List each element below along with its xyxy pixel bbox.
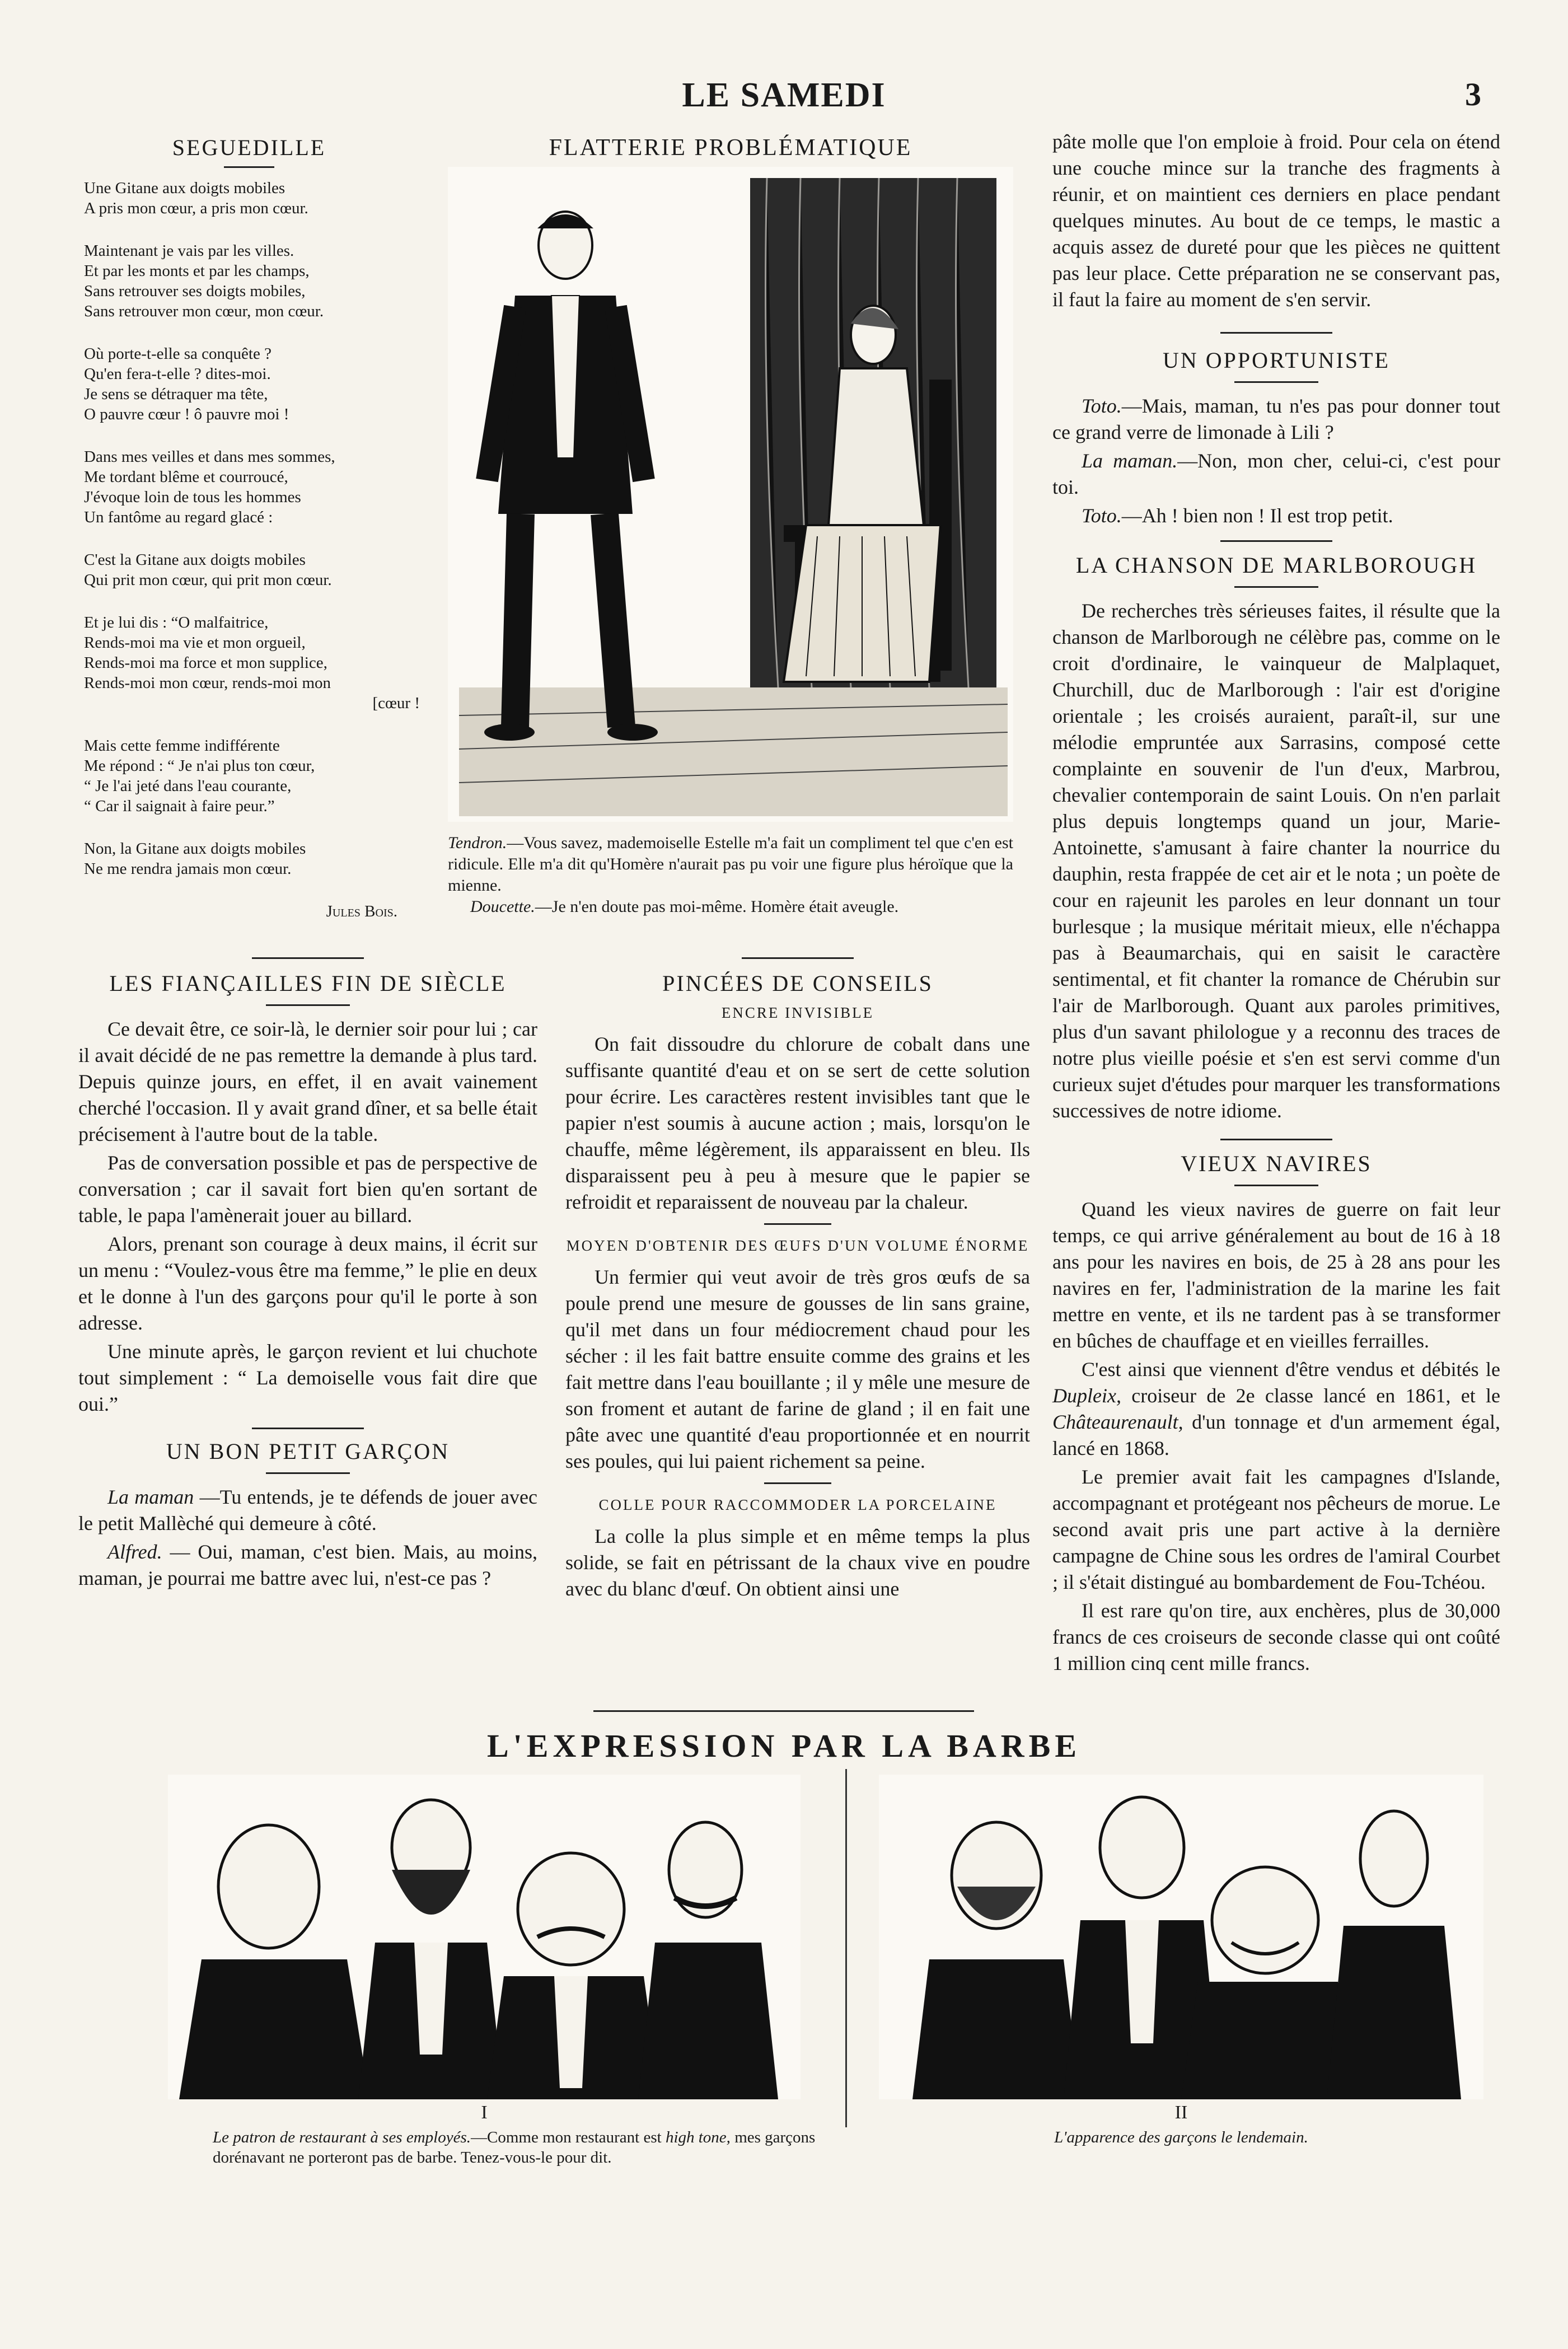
poem-line: Une Gitane aux doigts mobiles [84, 179, 285, 197]
flatterie-illustration [448, 167, 1013, 822]
poem-stanza [84, 447, 420, 527]
seguedille-title: SEGUEDILLE [172, 135, 326, 160]
divider [266, 1472, 350, 1474]
opportuniste-title: UN OPPORTUNISTE [1163, 348, 1390, 373]
speaker: La maman [107, 1486, 194, 1508]
dialogue-line: —Tu entends, je te défends de jouer avec le petit Mallèché qui demeure à côté. [78, 1486, 537, 1534]
dialogue-line: —Vous savez, mademoiselle Estelle m'a fait un compliment tel que c'en est ridicule. Elle m'a dit qu'Homère n'aurait pas pu voir une figure plus héroïque que la mienne. [448, 834, 1013, 895]
section-rule [593, 1710, 974, 1712]
dialogue-line: — Oui, maman, c'est bien. Mais, au moins, maman, je pourrai me battre avec lui, n'est-ce pas ? [78, 1541, 537, 1589]
paragraph: Ce devait être, ce soir-là, le dernier soir pour lui ; car il avait décidé de ne pas remettre la demande à plus tard. Depuis quinze jours, en effet, il en avait vainement cherché l'occasion. Il y avait grand dîner, et sa belle était précisement à l'autre bout de la table. [78, 1018, 537, 1145]
caption-italic: high tone, [665, 2128, 731, 2146]
poem-line: Un fantôme au regard glacé : [84, 508, 273, 526]
poem-line: J'évoque loin de tous les hommes [84, 488, 301, 506]
subtitle-encre: ENCRE INVISIBLE [721, 1004, 874, 1021]
paragraph: Alors, prenant son courage à deux mains, il écrit sur un menu : “Voulez-vous être ma femme,” le plie en deux et le donne à l'un des garçons pour qu'il le porte à son adresse. [78, 1233, 537, 1334]
paragraph: Une minute après, le garçon revient et lui chuchote tout simplement : “ La demoiselle vous fait dire que oui.” [78, 1340, 537, 1415]
divider [1234, 1185, 1318, 1186]
pincees-section [565, 957, 1030, 1604]
divider [252, 1428, 364, 1429]
subtitle-oeufs: MOYEN D'OBTENIR DES ŒUFS D'UN VOLUME ÉNORME [566, 1237, 1029, 1254]
divider [1234, 381, 1318, 383]
text-run: C'est ainsi que viennent d'être vendus et débités le [1082, 1358, 1500, 1381]
speaker: Toto. [1082, 395, 1122, 417]
poem-line: Et par les monts et par les champs, [84, 262, 310, 280]
divider [252, 957, 364, 959]
divider [764, 1223, 831, 1225]
seguedille-poem [78, 178, 420, 921]
bearded-waiter [358, 1800, 504, 2099]
fiancailles-section [78, 957, 537, 1594]
paragraph: On fait dissoudre du chlorure de cobalt dans une suffisante quantité d'eau et on se sert de cette solution pour écrire. Les caractères restent invisibles tant que le papier n'est soumis à aucune action ; mais, lorsqu'on le chauffe, même légèrement, ils apparaissent en bleu. Ils disparaissent peu à peu à mesure que le papier se refroidit et reparaissent de nouveau par la chaleur. [565, 1033, 1030, 1213]
poem-stanza [84, 178, 420, 218]
poem-line: Où porte-t-elle sa conquête ? [84, 345, 272, 363]
paragraph: pâte molle que l'on emploie à froid. Pour cela on étend une couche mince sur la tranche des fragments à réunir, et on maintient ces derniers en place pendant quelques minutes. Au bout de ce temps, le mastic a acquis assez de dureté pour que les pièces ne quittent pas leur place. Cette préparation ne se conservant pas, il faut la faire au moment de s'en servir. [1052, 130, 1500, 311]
divider [1220, 332, 1332, 334]
page-number: 3 [1465, 76, 1481, 113]
poem-line: Mais cette femme indifférente [84, 737, 280, 755]
poem-stanza [84, 736, 420, 816]
barbe-title: L'EXPRESSION PAR LA BARBE [486, 1728, 1082, 1764]
paragraph: Un fermier qui veut avoir de très gros œufs de sa poule prend une mesure de gousses de lin sans graine, qu'il met dans un four médiocrement chaud pour les sécher : il les fait battre ensuite comme des grains et les fait mettre dans l'eau bouillante ; il y mêle une mesure de son froment et autant de farine de gland ; il en fait une pâte avec une quantité d'eau proportionnée et en nourrit ses poules, qui lui paient richement sa peine. [565, 1266, 1030, 1472]
poem-line: Qu'en fera-t-elle ? dites-moi. [84, 365, 271, 383]
poem-line: Je sens se détraquer ma tête, [84, 385, 268, 403]
flatterie-title: FLATTERIE PROBLÉMATIQUE [549, 135, 912, 161]
standing-man [484, 212, 658, 741]
poem-line: Et je lui dis : “O malfaitrice, [84, 614, 269, 631]
bald-waiter [487, 1853, 661, 2099]
paragraph: Quand les vieux navires de guerre on fait leur temps, ce qui arrive généralement au bout de 16 à 18 ans pour les navires en bois, de 25 à 28 ans pour les navires en fer, l'administration de la marine les fait mettre en vente, et ils ne tardent pas à se transformer en bûches de chauffage et en vieilles ferrailles. [1052, 1198, 1500, 1352]
poem-line: A pris mon cœur, a pris mon cœur. [84, 199, 308, 217]
speaker: Toto. [1082, 504, 1122, 527]
text-run: croiseur de 2e classe lancé en 1861, et le [1121, 1384, 1500, 1407]
divider [1234, 586, 1318, 588]
poem-line: “ Je l'ai jeté dans l'eau courante, [84, 777, 292, 795]
divider [1220, 540, 1332, 542]
poem-signature: Jules Bois. [326, 902, 397, 920]
poem-line: Rends-moi mon cœur, rends-moi mon [84, 674, 331, 692]
poem-line: O pauvre cœur ! ô pauvre moi ! [84, 405, 289, 423]
panel-2-number: II [1174, 2102, 1188, 2123]
dialogue-line: —Non, mon cher, celui-ci, c'est pour toi. [1052, 450, 1500, 498]
divider [764, 1482, 831, 1484]
bearded-waiter-2 [912, 1822, 1080, 2099]
panel-2-caption: L'apparence des garçons le lendemain. [1054, 2128, 1308, 2146]
dialogue-line: —Je n'en doute pas moi-même. Homère était aveugle. [535, 897, 899, 916]
poem-line: Rends-moi ma force et mon supplice, [84, 654, 327, 672]
fiancailles-title: LES FIANÇAILLES FIN DE SIÈCLE [109, 971, 507, 996]
clean-shaven-patron [179, 1825, 369, 2099]
poem-line: Rends-moi ma vie et mon orgueil, [84, 634, 306, 652]
bald-grinning-waiter [1181, 1867, 1355, 2099]
marlborough-title: LA CHANSON DE MARLBOROUGH [1075, 553, 1477, 578]
poem-line: Qui prit mon cœur, qui prit mon cœur. [84, 571, 332, 589]
panel-1-number: I [481, 2102, 488, 2123]
poem-line: Ne me rendra jamais mon cœur. [84, 860, 292, 878]
poem-stanza [84, 839, 420, 879]
poem-line: Me tordant blême et courroucé, [84, 468, 288, 486]
caption-text: mes garçons dorénavant ne porteront pas de barbe. Tenez-vous-le pour dit. [213, 2128, 816, 2166]
divider [266, 1004, 350, 1006]
panel-divider [845, 1769, 847, 2127]
poem-line: C'est la Gitane aux doigts mobiles [84, 551, 306, 569]
divider [224, 166, 274, 168]
divider [1220, 1139, 1332, 1140]
ship-name: Châteaurenault, [1052, 1411, 1183, 1433]
flatterie-section [448, 134, 1013, 918]
text-run: d'un tonnage et d'un armement égal, lancé en 1868. [1052, 1411, 1500, 1459]
barbe-panel-2 [879, 1775, 1483, 2099]
running-title: LE SAMEDI [682, 76, 886, 114]
paragraph: Le premier avait fait les campagnes d'Islande, accompagnant et protégeant nos pêcheurs de morue. Le second avait pris une part active à la dernière campagne de Chine sous les ordres de l'amiral Courbet ; il s'était distingué au bombardement de Fou-Tchéou. [1052, 1466, 1500, 1593]
speaker: La maman. [1082, 450, 1178, 472]
poem-line: Non, la Gitane aux doigts mobiles [84, 840, 306, 858]
navires-title: VIEUX NAVIRES [1181, 1151, 1372, 1176]
seguedille-section [78, 134, 420, 921]
paragraph: La colle la plus simple et en même temps la plus solide, se fait en pétrissant de la chaux vive en poudre avec du blanc d'œuf. On obtient ainsi une [565, 1525, 1030, 1600]
right-column [1052, 129, 1500, 1679]
poem-line: [cœur ! [372, 694, 420, 712]
caption-text: —Comme mon restaurant est [471, 2128, 666, 2146]
poem-stanza [84, 550, 420, 590]
poem-line: Sans retrouver mon cœur, mon cœur. [84, 302, 324, 320]
poem-line: Dans mes veilles et dans mes sommes, [84, 448, 335, 466]
divider [742, 957, 854, 959]
paragraph: Pas de conversation possible et pas de perspective de conversation ; car il savait fort bien qu'en sortant de table, le papa l'amènerait jouer au billard. [78, 1152, 537, 1227]
paragraph: De recherches très sérieuses faites, il résulte que la chanson de Marlborough ne célèbre pas, comme on le croit d'ordinaire, le vainqueur de Malplaquet, Churchill, duc de Marlborough : l'air est d'origine orientale ; les croisés auraient, paraît-il, sur une mélodie empruntée aux Sarrasins, composé cette complainte en souvenir de l'un d'eux, Marbrou, chevalier contemporain de saint Louis. On n'en parlait plus depuis longtemps quand un jour, Marie-Antoinette, s'amusant à faire chanter la nourrice du dauphin, resta frappée de cet air et le nota ; un poète de cour en rajeunit les paroles en leur donnant un tour burlesque ; la musique méritait mieux, elle n'échappa pas à Beaumarchais, qui en saisit le caractère sentimental, et fit chanter la romance de Chérubin sur l'air de Marlborough. Quant aux paroles primitives, plus d'un savant philologue y a reconnu des traces de notre plus vieille poésie et s'en est servi comme d'un curieux sujet d'études pour marquer les transformations successives de notre idiome. [1052, 600, 1500, 1122]
mustached-waiter [638, 1822, 778, 2099]
poem-line: “ Car il saignait à faire peur.” [84, 797, 275, 815]
dialogue-line: —Mais, maman, tu n'es pas pour donner tout ce grand verre de limonade à Lili ? [1052, 395, 1500, 443]
poem-stanza [84, 612, 420, 713]
poem-line: Maintenant je vais par les villes. [84, 242, 294, 260]
dialogue-line: —Ah ! bien non ! Il est trop petit. [1121, 504, 1393, 527]
petit-garcon-title: UN BON PETIT GARÇON [166, 1439, 450, 1464]
panel-1-caption [213, 2127, 834, 2168]
floor [459, 687, 1008, 816]
thin-waiter [1327, 1811, 1461, 2099]
page-header [0, 76, 1568, 120]
poem-stanza [84, 344, 420, 424]
speaker: Doucette. [470, 897, 535, 916]
flatterie-caption [448, 832, 1013, 918]
ship-name: Dupleix, [1052, 1384, 1121, 1407]
subtitle-colle: COLLE POUR RACCOMMODER LA PORCELAINE [598, 1496, 997, 1513]
pincees-title: PINCÉES DE CONSEILS [662, 971, 933, 996]
poem-stanza [84, 241, 420, 321]
speaker: Alfred. [107, 1541, 162, 1563]
speaker: Le patron de restaurant à ses employés. [213, 2128, 471, 2146]
paragraph [1052, 1356, 1500, 1462]
poem-line: Me répond : “ Je n'ai plus ton cœur, [84, 757, 315, 775]
speaker: Tendron. [448, 834, 507, 852]
barbe-panel-1 [168, 1775, 801, 2099]
poem-line: Sans retrouver ses doigts mobiles, [84, 282, 306, 300]
paragraph: Il est rare qu'on tire, aux enchères, plus de 30,000 francs de ces croiseurs de seconde classe qui ont coûté 1 million cinq cent mille francs. [1052, 1599, 1500, 1674]
